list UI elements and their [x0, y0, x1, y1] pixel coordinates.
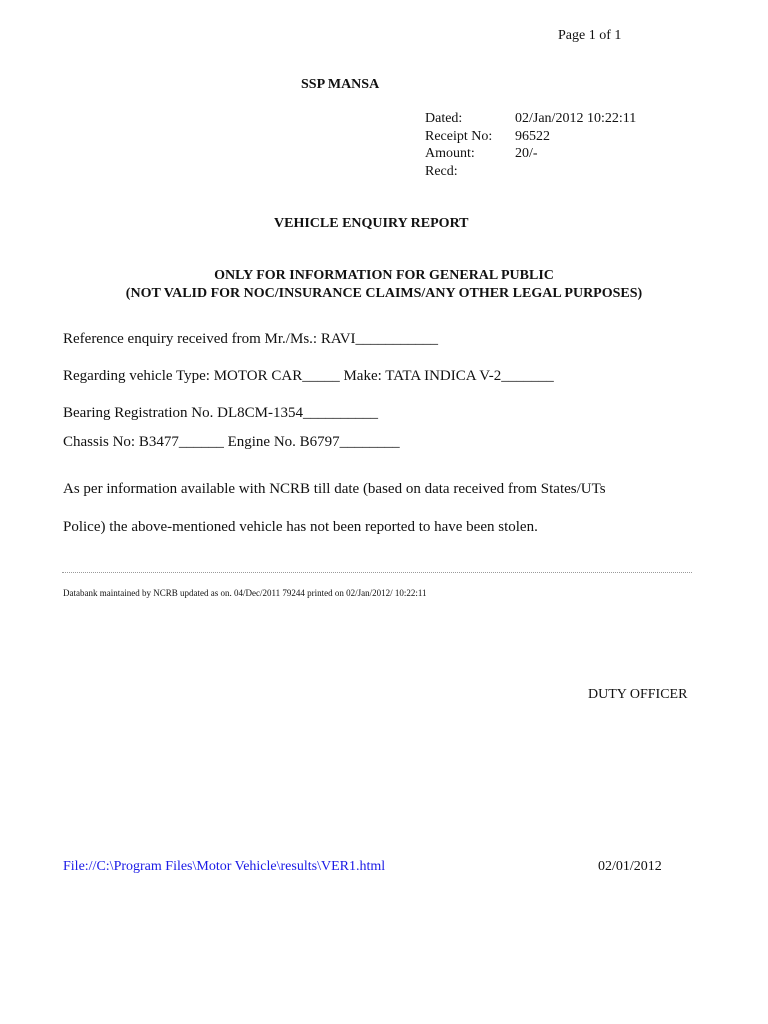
receipt-row — [425, 128, 636, 146]
reference-line: Reference enquiry received from Mr./Ms.: RAVI___________ — [63, 331, 439, 347]
notice-line-2: (NOT VALID FOR NOC/INSURANCE CLAIMS/ANY OTHER LEGAL PURPOSES) — [125, 286, 643, 301]
receipt-value: 96522 — [515, 128, 550, 144]
chassis-engine-line: Chassis No: B3477______ Engine No. B6797________ — [63, 434, 400, 450]
file-path-link[interactable]: File://C:\Program Files\Motor Vehicle\results\VER1.html — [63, 859, 386, 874]
recd-label: Recd: — [425, 163, 458, 179]
dotted-divider — [62, 572, 692, 573]
recd-row — [425, 163, 636, 181]
report-title: VEHICLE ENQUIRY REPORT — [274, 216, 469, 231]
vehicle-line: Regarding vehicle Type: MOTOR CAR_____ Make: TATA INDICA V-2_______ — [63, 368, 554, 384]
office-title: SSP MANSA — [301, 77, 380, 92]
signatory: DUTY OFFICER — [588, 687, 688, 702]
dated-value: 02/Jan/2012 10:22:11 — [515, 111, 637, 126]
statement-line-1: As per information available with NCRB till date (based on data received from States/UTs — [63, 481, 606, 497]
dated-label: Dated: — [425, 111, 463, 126]
statement-line-2: Police) the above-mentioned vehicle has not been reported to have been stolen. — [63, 519, 538, 535]
footer-date: 02/01/2012 — [598, 859, 662, 874]
databank-note: Databank maintained by NCRB updated as on. 04/Dec/2011 79244 printed on 02/Jan/2012/ 10:22:11 — [63, 588, 427, 598]
page-number: Page 1 of 1 — [558, 28, 622, 43]
registration-line: Bearing Registration No. DL8CM-1354__________ — [63, 405, 378, 421]
receipt-label: Receipt No: — [425, 128, 493, 144]
receipt-block — [425, 110, 636, 180]
dated-row — [425, 110, 636, 128]
amount-row — [425, 145, 636, 163]
notice-line-1: ONLY FOR INFORMATION FOR GENERAL PUBLIC — [214, 268, 554, 283]
amount-value: 20/- — [515, 146, 538, 161]
amount-label: Amount: — [425, 146, 475, 161]
